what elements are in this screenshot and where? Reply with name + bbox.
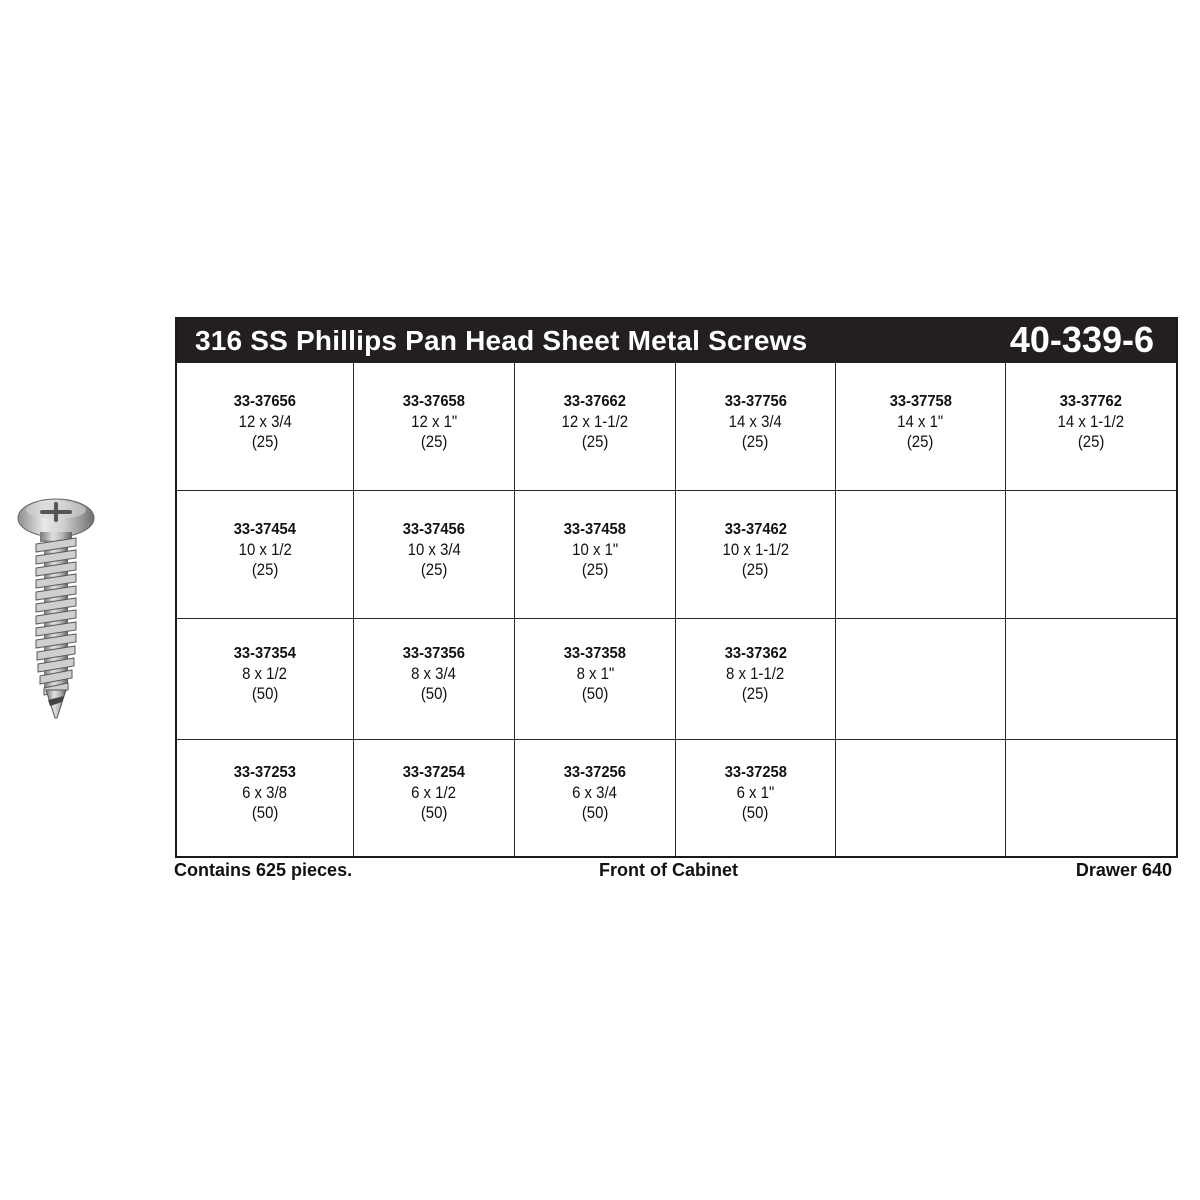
- compartment-cell: [177, 619, 354, 740]
- quantity: (50): [420, 803, 448, 822]
- piece-count: Contains 625 pieces.: [174, 860, 353, 880]
- compartment-cell: [515, 363, 676, 491]
- quantity: (25): [742, 684, 769, 703]
- part-number: 33-37253: [233, 764, 297, 781]
- screw-size: 8 x 3/4: [411, 664, 457, 683]
- empty-compartment-cell: [1006, 619, 1176, 740]
- compartment-cell: [354, 491, 515, 619]
- empty-compartment-cell: [1006, 491, 1176, 619]
- screw-size: 6 x 1/2: [411, 783, 457, 802]
- part-number: 33-37362: [724, 645, 787, 662]
- quantity: (25): [742, 559, 769, 579]
- quantity: (25): [420, 431, 448, 451]
- quantity: (25): [907, 431, 934, 451]
- part-number: 33-37458: [563, 520, 627, 538]
- compartment-cell: [177, 491, 354, 619]
- screw-size: 6 x 1": [736, 783, 775, 802]
- part-number: 33-37756: [724, 392, 787, 410]
- compartment-cell: [177, 363, 354, 491]
- quantity: (25): [742, 431, 769, 451]
- quantity: (25): [251, 431, 279, 451]
- part-number: 33-37258: [724, 764, 787, 781]
- quantity: (50): [420, 684, 448, 703]
- screw-size: 8 x 1-1/2: [726, 664, 785, 683]
- screw-size: 14 x 1": [897, 411, 944, 431]
- quantity: (50): [742, 803, 769, 822]
- compartment-cell: [1006, 363, 1176, 491]
- pan-head-screw-icon: [14, 496, 98, 724]
- cabinet-orientation: Front of Cabinet: [599, 860, 738, 880]
- compartment-cell: [354, 619, 515, 740]
- compartment-cell: [676, 619, 836, 740]
- compartment-cell: [836, 363, 1006, 491]
- screw-size: 10 x 3/4: [407, 539, 461, 559]
- quantity: (25): [420, 559, 448, 579]
- compartment-cell: [354, 363, 515, 491]
- quantity: (50): [581, 803, 609, 822]
- screw-size: 12 x 3/4: [238, 411, 292, 431]
- quantity: (25): [1077, 431, 1105, 451]
- part-number: 33-37456: [402, 520, 466, 538]
- empty-compartment-cell: [836, 491, 1006, 619]
- empty-compartment-cell: [836, 619, 1006, 740]
- part-number: 33-37662: [563, 392, 627, 410]
- quantity: (25): [251, 559, 279, 579]
- empty-compartment-cell: [1006, 740, 1176, 856]
- screw-size: 6 x 3/4: [572, 783, 618, 802]
- chart-header: [177, 319, 1176, 363]
- part-number: 33-37462: [724, 520, 787, 538]
- quantity: (25): [581, 431, 609, 451]
- compartment-cell: [354, 740, 515, 856]
- screw-size: 6 x 3/8: [242, 783, 288, 802]
- screw-size: 14 x 1-1/2: [1057, 411, 1125, 431]
- quantity: (50): [251, 803, 279, 822]
- part-number: 33-37762: [1059, 392, 1123, 410]
- chart-title: 316 SS Phillips Pan Head Sheet Metal Screws: [195, 325, 808, 356]
- part-number: 33-37454: [233, 520, 297, 538]
- part-number: 33-37758: [889, 392, 952, 410]
- compartment-cell: [177, 740, 354, 856]
- part-number: 33-37254: [402, 764, 466, 781]
- kit-number: 40-339-6: [1009, 319, 1154, 360]
- empty-compartment-cell: [836, 740, 1006, 856]
- compartment-cell: [676, 363, 836, 491]
- part-number: 33-37356: [402, 645, 466, 662]
- quantity: (50): [251, 684, 279, 703]
- screw-size: 10 x 1/2: [238, 539, 292, 559]
- screw-size: 14 x 3/4: [728, 411, 783, 431]
- compartment-grid: [177, 363, 1176, 856]
- part-number: 33-37354: [233, 645, 297, 662]
- compartment-cell: [676, 740, 836, 856]
- screw-size: 10 x 1-1/2: [722, 539, 789, 559]
- compartment-cell: [515, 619, 676, 740]
- quantity: (50): [581, 684, 609, 703]
- part-number: 33-37656: [233, 392, 297, 410]
- screw-size: 8 x 1": [576, 664, 614, 683]
- compartment-cell: [676, 491, 836, 619]
- screw-size: 12 x 1-1/2: [561, 411, 629, 431]
- screw-size: 10 x 1": [571, 539, 619, 559]
- compartment-cell: [515, 740, 676, 856]
- part-number: 33-37358: [563, 645, 627, 662]
- part-number: 33-37658: [402, 392, 466, 410]
- screw-size: 8 x 1/2: [242, 664, 288, 683]
- drawer-number: Drawer 640: [1075, 860, 1172, 880]
- drawer-label-chart: [175, 317, 1178, 858]
- screw-size: 12 x 1": [410, 411, 458, 431]
- part-number: 33-37256: [563, 764, 627, 781]
- compartment-cell: [515, 491, 676, 619]
- quantity: (25): [581, 559, 609, 579]
